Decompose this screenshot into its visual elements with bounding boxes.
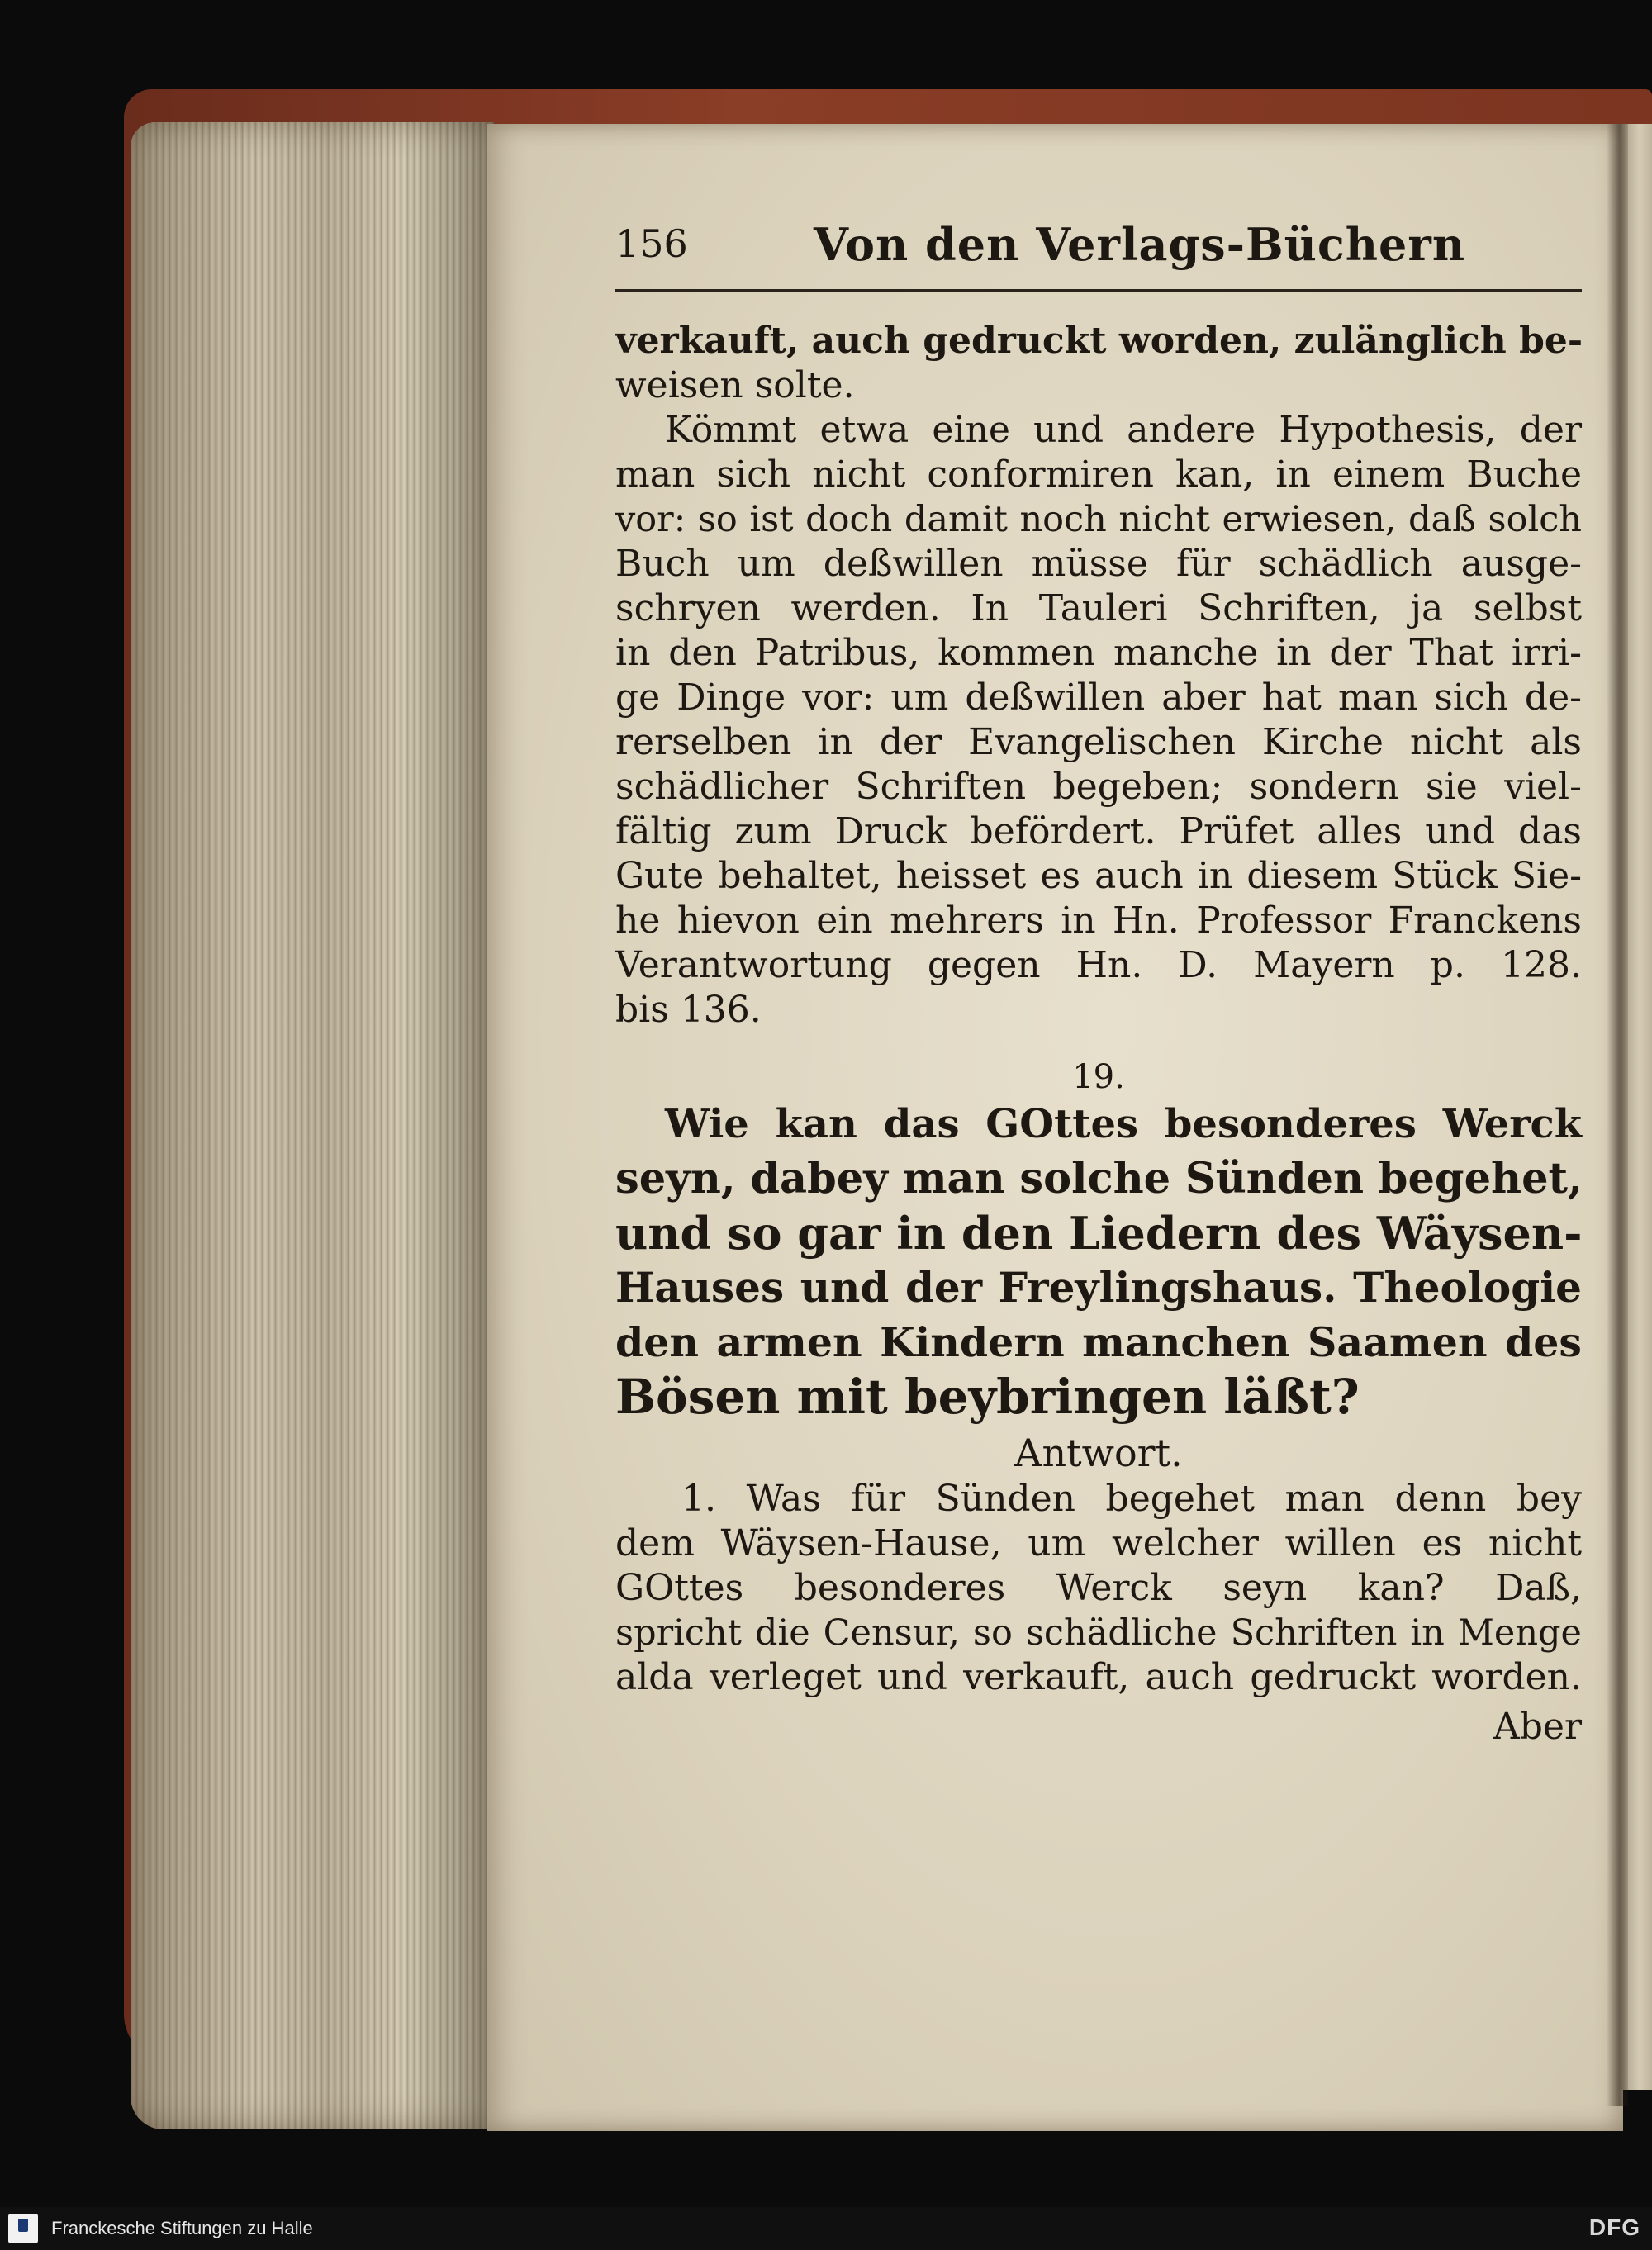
question-line: Wie kan das GOttes besonderes Werck <box>665 1101 1582 1147</box>
body-line: he hievon ein mehrers in Hn. Professor Franckens <box>615 900 1582 942</box>
header-rule <box>615 289 1582 292</box>
institution-logo-icon <box>8 2214 38 2243</box>
body-line: schädlicher Schriften begeben; sondern sie viel- <box>615 766 1582 808</box>
body-line: man sich nicht conformiren kan, in einem Buche <box>615 453 1582 496</box>
answer-line: GOttes besonderes Werck seyn kan? Daß, <box>615 1567 1582 1609</box>
question-line: Bösen mit beybringen läßt? <box>615 1369 1360 1425</box>
funder-logo: DFG <box>1588 2214 1640 2240</box>
page-text <box>615 218 1583 1748</box>
institution-name: Franckesche Stiftungen zu Halle <box>51 2218 313 2238</box>
body-line: Gute behaltet, heisset es auch in diesem Stück Sie- <box>615 855 1582 897</box>
body-line: fältig zum Druck befördert. Prüfet alles und das <box>615 810 1582 852</box>
body-line: ge Dinge vor: um deßwillen aber hat man sich de- <box>615 676 1582 719</box>
page-header <box>615 218 1578 287</box>
page-gutter <box>1607 124 1628 2106</box>
body-line: schryen werden. In Tauleri Schriften, ja selbst <box>615 587 1582 629</box>
body-line: weisen solte. <box>615 364 855 406</box>
answer-heading: Antwort. <box>1014 1431 1183 1475</box>
answer-text <box>615 1477 1582 1700</box>
answer-line: 1. Was für Sünden begehet man denn bey <box>681 1478 1582 1520</box>
page-edges-shade <box>131 122 494 2129</box>
question-line: den armen Kindern manchen Saamen des <box>615 1318 1582 1366</box>
catchword: Aber <box>1493 1706 1582 1748</box>
body-line: Buch um deßwillen müsse für schädlich ausge- <box>615 543 1582 585</box>
question-line: Hauses und der Freylingshaus. Theologie <box>615 1263 1582 1312</box>
answer-line: dem Wäysen-Hause, um welcher willen es nicht <box>615 1522 1582 1564</box>
body-line: bis 136. <box>615 989 762 1031</box>
body-line: verkauft, auch gedruckt worden, zulänglich be- <box>615 320 1583 362</box>
running-title: Von den Verlags-Büchern <box>814 218 1466 271</box>
body-line: vor: so ist doch damit noch nicht erwiesen, daß solch <box>615 499 1582 540</box>
question-line: seyn, dabey man solche Sünden begehet, <box>615 1154 1583 1203</box>
section-number: 19. <box>1072 1058 1125 1096</box>
footer-bar <box>0 2207 1652 2250</box>
answer-line: alda verleget und verkauft, auch gedruckt worden. <box>615 1656 1582 1698</box>
body-line: Kömmt etwa eine und andere Hypothesis, der <box>665 409 1582 451</box>
body-line: in den Patribus, kommen manche in der That irri- <box>615 632 1582 674</box>
question-heading <box>615 1097 1582 1424</box>
page-number: 156 <box>615 221 688 266</box>
body-line: Verantwortung gegen Hn. D. Mayern p. 128. <box>615 944 1582 986</box>
body-line: rerselben in der Evangelischen Kirche nicht als <box>615 721 1582 763</box>
answer-line: spricht die Censur, so schädliche Schriften in Menge <box>615 1612 1582 1654</box>
body-text <box>615 319 1582 1749</box>
question-line: und so gar in den Liedern des Wäysen- <box>615 1207 1583 1260</box>
